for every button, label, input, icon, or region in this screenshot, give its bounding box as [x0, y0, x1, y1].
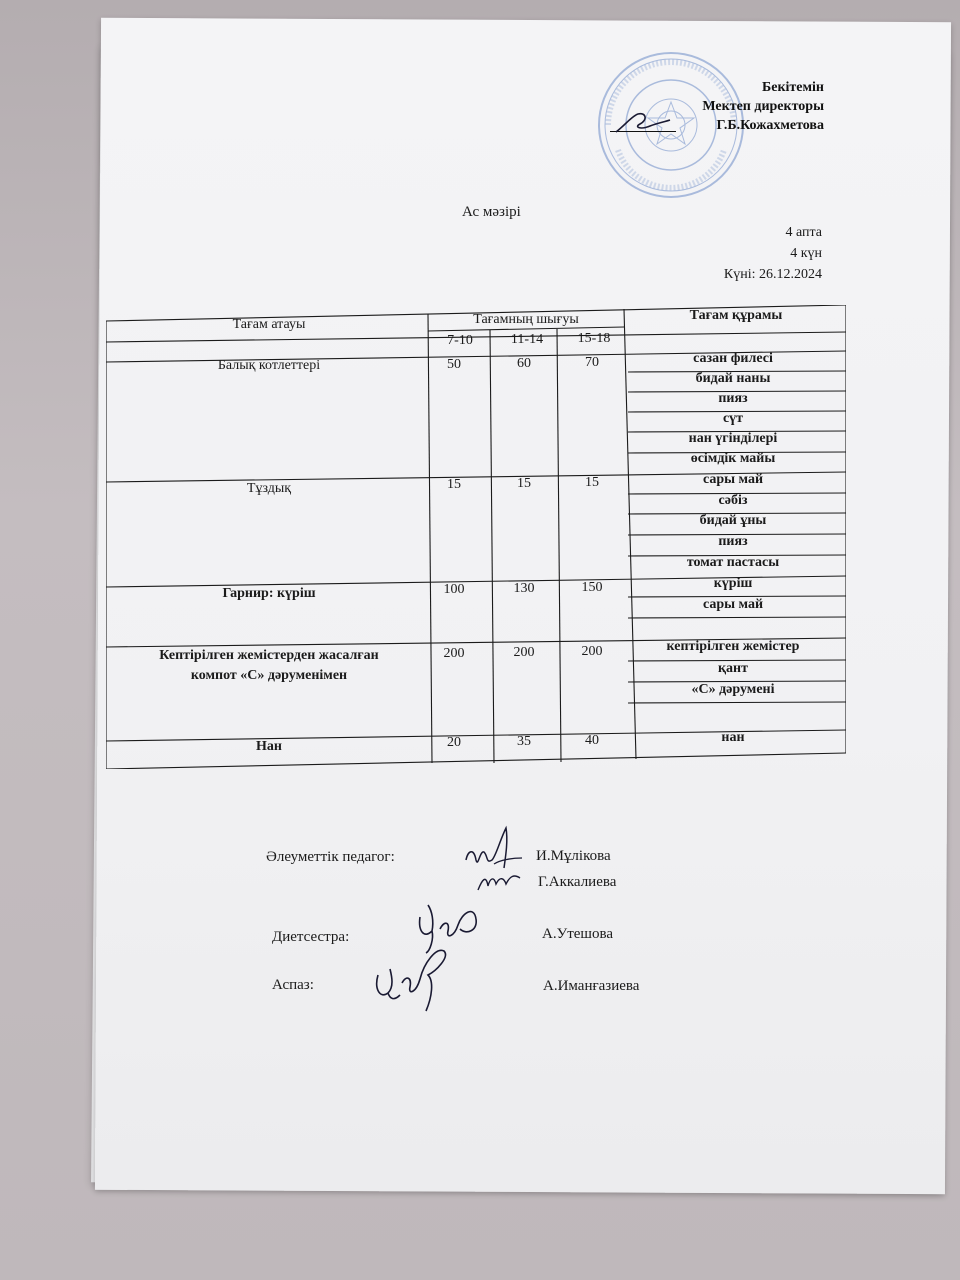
dish-name-sauce: Тұздық — [246, 481, 292, 496]
portion-sauce-11-14: 15 — [517, 476, 531, 491]
ingredient-2-1: сары май — [702, 472, 764, 487]
cook-signature — [370, 935, 460, 1015]
dish-name-compote-line-2: компот «С» дәруменімен — [190, 668, 348, 683]
ingredient-1-3: пияз — [718, 391, 748, 406]
age-group-11-14: 11-14 — [510, 332, 544, 347]
portion-compote-15-18: 200 — [581, 644, 603, 659]
portion-rice-15-18: 150 — [581, 580, 603, 595]
portion-rice-7-10: 100 — [443, 582, 465, 597]
portion-compote-7-10: 200 — [443, 646, 465, 661]
approval-line-1: Бекітемін — [761, 80, 824, 95]
director-signature — [610, 104, 674, 138]
ingredient-2-2: сәбіз — [718, 493, 748, 508]
ingredient-1-5: нан үгінділері — [688, 431, 778, 446]
day-label: 4 күн — [790, 246, 822, 261]
ingredient-5-1: нан — [721, 730, 745, 745]
approval-block — [702, 78, 824, 135]
menu-meta — [724, 222, 822, 285]
ingredient-2-3: бидай ұны — [699, 513, 767, 528]
ingredient-3-2: сары май — [702, 597, 764, 612]
ingredient-1-6: өсімдік майы — [690, 451, 776, 466]
social-pedagogue-name-2: Г.Аккалиева — [538, 874, 617, 890]
header-ingredients: Тағам құрамы — [689, 308, 783, 323]
portion-sauce-7-10: 15 — [447, 477, 461, 492]
portion-compote-11-14: 200 — [513, 645, 535, 660]
ingredient-4-2: қант — [717, 661, 748, 676]
ingredient-1-1: сазан филесі — [693, 351, 773, 366]
social-pedagogue-name-1: И.Мұлікова — [536, 848, 611, 864]
ingredient-4-1: кептірілген жемістер — [666, 639, 800, 654]
social-pedagogue-label: Әлеуметтік педагог: — [266, 849, 395, 865]
ingredient-1-4: сүт — [722, 411, 744, 426]
ingredient-4-3: «С» дәрумені — [691, 682, 775, 697]
age-group-7-10: 7-10 — [447, 333, 473, 348]
menu-title: Ас мәзірі — [462, 204, 521, 220]
ingredient-1-2: бидай наны — [695, 371, 771, 386]
dish-name-fish-cutlets: Балық котлеттері — [217, 358, 321, 373]
ingredient-3-1: күріш — [713, 576, 753, 591]
portion-rice-11-14: 130 — [513, 581, 535, 596]
age-group-15-18: 15-18 — [577, 331, 611, 346]
portion-fish-7-10: 50 — [447, 357, 461, 372]
portion-fish-11-14: 60 — [517, 356, 531, 371]
portion-sauce-15-18: 15 — [585, 475, 599, 490]
menu-table — [106, 305, 846, 769]
dietitian-label: Диетсестра: — [272, 929, 350, 945]
dish-name-garnish-rice: Гарнир: күріш — [222, 586, 316, 601]
date-label: Күні: 26.12.2024 — [723, 267, 822, 282]
dish-name-bread: Нан — [256, 739, 282, 754]
cook-name: А.Иманғазиева — [543, 978, 640, 994]
portion-bread-11-14: 35 — [517, 734, 531, 749]
dietitian-name: А.Утешова — [542, 926, 614, 942]
portion-bread-15-18: 40 — [585, 733, 599, 748]
header-dish-name: Тағам атауы — [232, 317, 306, 332]
approval-line-3: Г.Б.Кожахметова — [716, 118, 824, 133]
week-label: 4 апта — [785, 225, 822, 240]
approval-line-2: Мектеп директоры — [702, 99, 824, 114]
dish-name-compote-line-1: Кептірілген жемістерден жасалған — [159, 648, 379, 663]
ingredient-2-5: томат пастасы — [686, 555, 780, 570]
header-yield: Тағамның шығуы — [473, 312, 579, 327]
portion-fish-15-18: 70 — [585, 355, 599, 370]
portion-bread-7-10: 20 — [447, 735, 461, 750]
cook-label: Аспаз: — [272, 977, 314, 993]
social-pedagogue-signatures — [460, 820, 530, 900]
ingredient-2-4: пияз — [718, 534, 748, 549]
